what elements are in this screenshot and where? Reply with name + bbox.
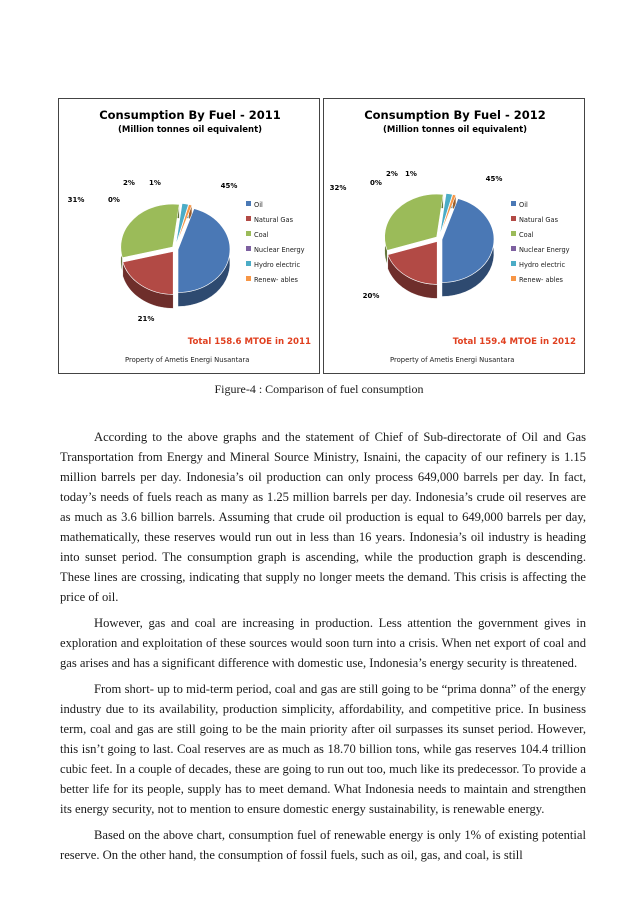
- chart-source: Property of Ametis Energi Nusantara: [125, 356, 250, 364]
- legend-label-3: Nuclear Energy: [519, 246, 570, 254]
- chart-source: Property of Ametis Energi Nusantara: [390, 356, 515, 364]
- data-label-1: 21%: [137, 315, 155, 323]
- data-label-4: 2%: [123, 179, 135, 187]
- data-label-1: 20%: [362, 292, 380, 300]
- legend-label-5: Renew- ables: [254, 276, 298, 284]
- legend-swatch-4: [511, 261, 516, 266]
- chart-subtitle: (Million tonnes oil equivalent): [117, 125, 263, 135]
- body-text: [60, 427, 586, 871]
- data-label-0: 45%: [485, 175, 503, 183]
- data-label-0: 45%: [220, 182, 238, 190]
- chart-total: Total 158.6 MTOE in 2011: [187, 337, 311, 347]
- pie-chart-2012: [324, 99, 586, 375]
- legend-swatch-0: [511, 201, 516, 206]
- data-label-5: 1%: [149, 179, 161, 187]
- chart-2012-panel: [323, 98, 585, 374]
- legend-swatch-0: [246, 201, 251, 206]
- paragraph-3: From short- up to mid-term period, coal and gas are still going to be “prima donna” of the energy industry due to its availability, production simplicity, affordability, and competitive price. In business term, coal and gas are still going to be the main priority after oil surpasses its sunset period. However, this isn’t going to last. Coal reserves are as much as 18.70 billion tons, while gas reserves 104.4 trillion cubic feet. In a couple of decades, these are going to run out too, much like its predecessor. To provide a better life for its people, supply has to meet demand. What Indonesia needs to maintain and strengthen its energy security, not to mention to ensure domestic energy sustainability, is renewable energy.: [60, 682, 586, 816]
- chart-subtitle: (Million tonnes oil equivalent): [382, 125, 528, 135]
- legend-label-1: Natural Gas: [519, 216, 559, 224]
- legend-label-0: Oil: [519, 201, 528, 209]
- legend-label-0: Oil: [254, 201, 263, 209]
- legend-swatch-1: [511, 216, 516, 221]
- paragraph-4: Based on the above chart, consumption fuel of renewable energy is only 1% of existing potential reserve. On the other hand, the consumption of fossil fuels, such as oil, gas, and coal, is still: [60, 828, 586, 862]
- chart-total: Total 159.4 MTOE in 2012: [452, 337, 576, 347]
- legend-swatch-4: [246, 261, 251, 266]
- data-label-2: 32%: [329, 184, 347, 192]
- legend-swatch-3: [511, 246, 516, 251]
- data-label-3: 0%: [370, 179, 382, 187]
- paragraph-1: According to the above graphs and the statement of Chief of Sub-directorate of Oil and Gas Transportation from Energy and Mineral Source Ministry, Isnaini, the capacity of our refinery is 1.15 million barrels per day. Indonesia’s oil production can only process 649,000 barrels per day. In fact, today’s needs of fuels reach as many as 1.25 million barrels per day. Indonesia’s crude oil reserves are as much as 3.6 billion barrels. Assuming that crude oil production is equal to 649,000 barrels per day, mathematically, these reserves would run out in less than 16 years. Indonesia’s oil industry is heading into sunset period. The consumption graph is ascending, while the production graph is descending. These lines are crossing, indicating that supply no longer meets the demand. This crisis is affecting the price of oil.: [60, 430, 586, 604]
- legend-label-5: Renew- ables: [519, 276, 563, 284]
- pie-slice-2: [121, 204, 180, 258]
- figure-caption: Figure-4 : Comparison of fuel consumption: [214, 382, 424, 396]
- fuel-consumption-figure: [58, 98, 585, 374]
- legend-label-4: Hydro electric: [519, 261, 566, 269]
- data-label-3: 0%: [108, 196, 120, 204]
- legend-label-2: Coal: [254, 231, 269, 239]
- data-label-5: 1%: [405, 170, 417, 178]
- data-label-4: 2%: [386, 170, 398, 178]
- legend-label-4: Hydro electric: [254, 261, 301, 269]
- legend-label-3: Nuclear Energy: [254, 246, 305, 254]
- legend-label-2: Coal: [519, 231, 534, 239]
- legend-swatch-1: [246, 216, 251, 221]
- legend-swatch-2: [246, 231, 251, 236]
- paragraph-2: However, gas and coal are increasing in production. Less attention the government gives in exploration and exploitation of these sources would soon turn into a crisis. When net export of coal and gas arises and has a significant difference with domestic use, Indonesia’s energy security is threatened.: [60, 616, 586, 670]
- legend-swatch-2: [511, 231, 516, 236]
- legend-label-1: Natural Gas: [254, 216, 294, 224]
- chart-2011-panel: [58, 98, 320, 374]
- chart-title: Consumption By Fuel - 2012: [364, 108, 546, 122]
- legend-swatch-3: [246, 246, 251, 251]
- legend-swatch-5: [511, 276, 516, 281]
- pie-chart-2011: [59, 99, 321, 375]
- chart-title: Consumption By Fuel - 2011: [99, 108, 281, 122]
- legend-swatch-5: [246, 276, 251, 281]
- data-label-2: 31%: [67, 196, 85, 204]
